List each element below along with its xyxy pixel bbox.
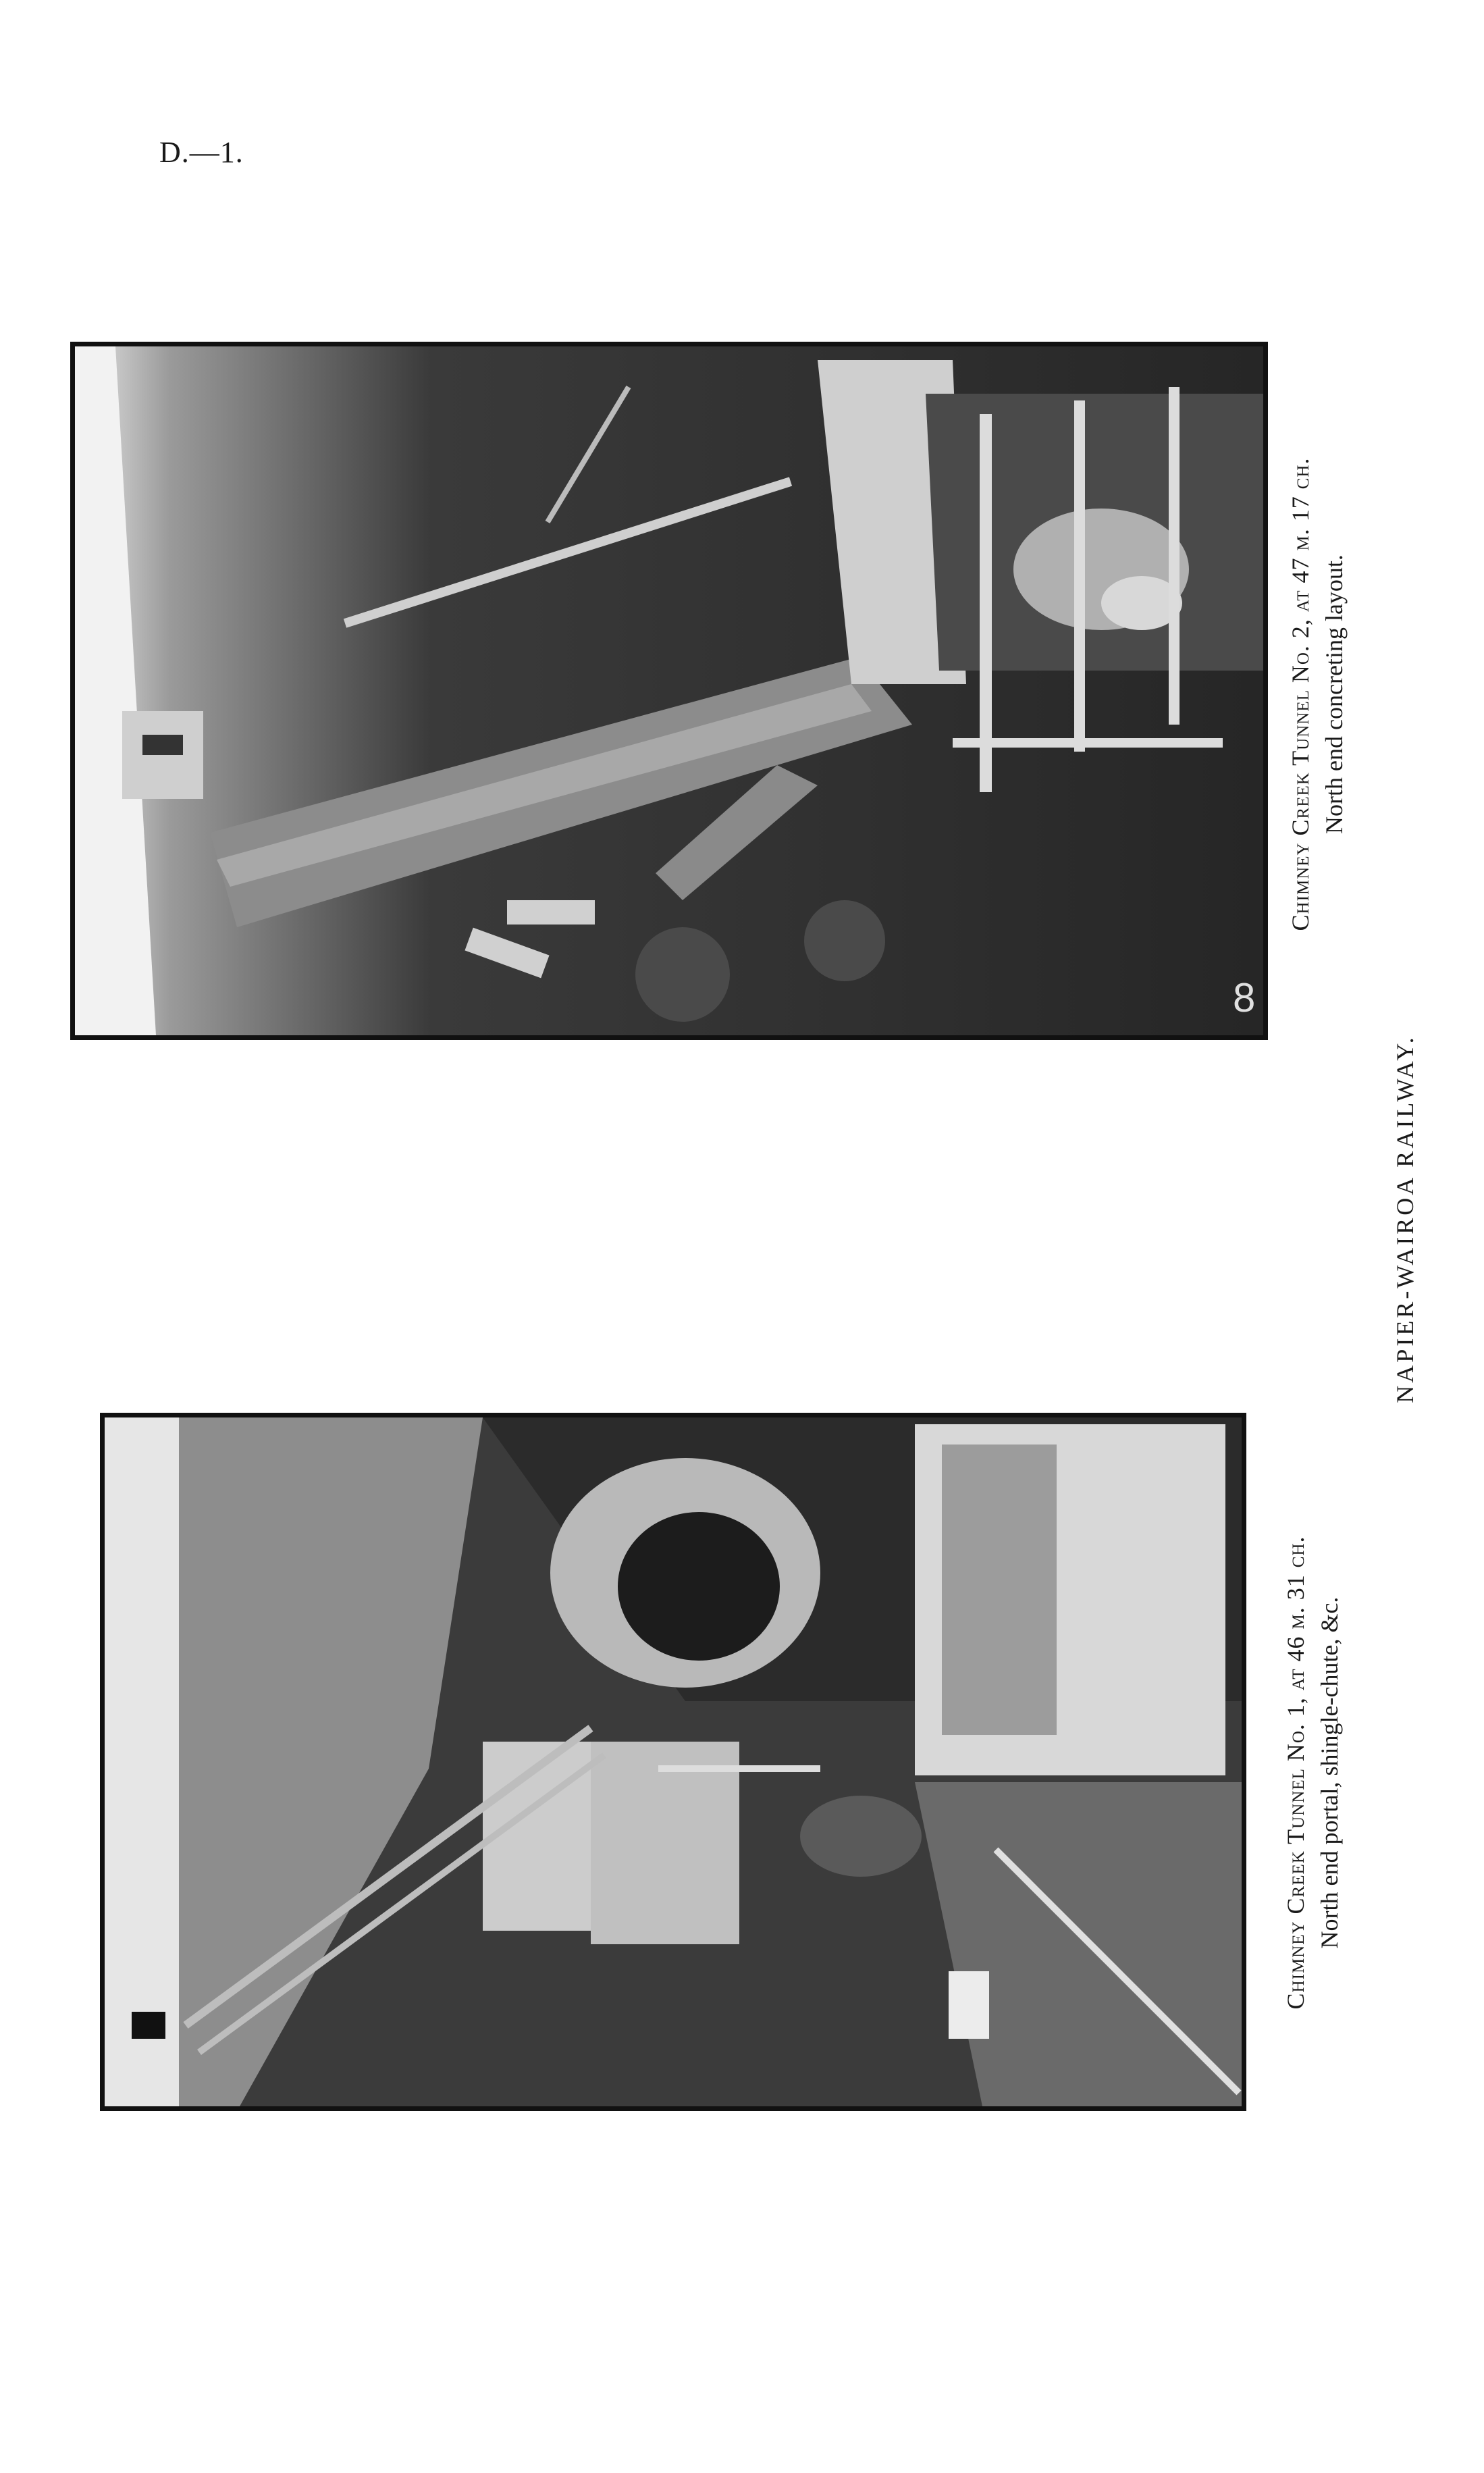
caption-tunnel-no-1-subtitle: North end portal, shingle-chute, &c. — [1316, 1596, 1343, 1949]
page-reference: D.—1. — [159, 136, 244, 169]
caption-tunnel-no-2-subtitle: North end concreting layout. — [1321, 554, 1348, 834]
running-title: NAPIER-WAIROA RAILWAY. — [1392, 1035, 1419, 1403]
caption-tunnel-no-2-title: Chimney Creek Tunnel No. 2, at 47 m. 17 ch. — [1287, 457, 1314, 931]
photo-tunnel-no-2 — [70, 342, 1268, 1040]
photo-tunnel-no-1-image — [105, 1417, 1242, 2106]
plate-mark: 8 — [1233, 975, 1256, 1020]
photo-tunnel-no-2-image — [75, 346, 1263, 1035]
photo-tunnel-no-1 — [100, 1413, 1246, 2111]
caption-tunnel-no-2 — [1286, 390, 1348, 998]
caption-tunnel-no-1-title: Chimney Creek Tunnel No. 1, at 46 m. 31 ch. — [1282, 1536, 1309, 2010]
caption-tunnel-no-1 — [1281, 1418, 1344, 2127]
